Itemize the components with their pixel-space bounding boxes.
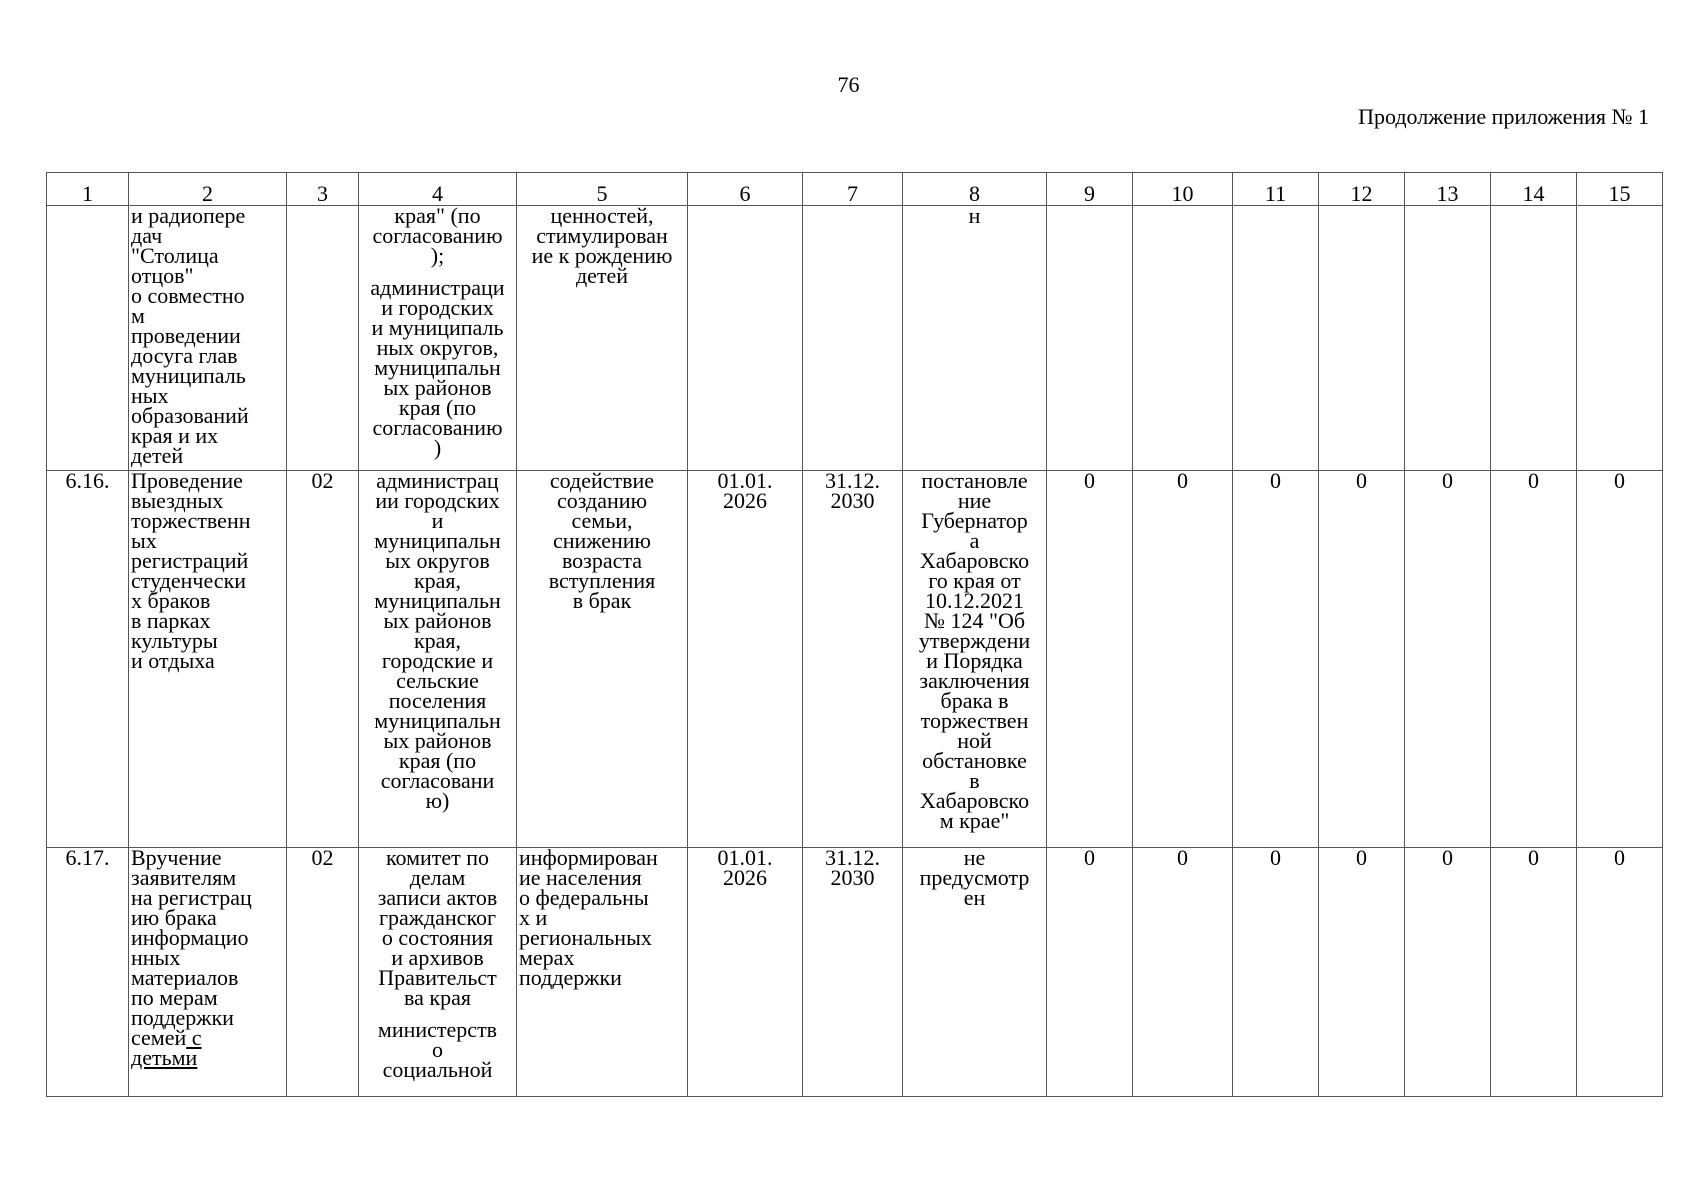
column-number-header-row — [47, 173, 1663, 206]
cell-number: 6.17. — [47, 848, 129, 1097]
column-header: 10 — [1133, 173, 1233, 206]
cell-value: 0 — [1577, 471, 1663, 848]
measure-text: Вручение заявителям на регистрац ию брака информацио нных материалов по мерам поддержки семей — [131, 847, 252, 1050]
cell-code: 02 — [287, 848, 359, 1097]
column-header: 11 — [1233, 173, 1319, 206]
cell-value: 0 — [1133, 471, 1233, 848]
executor-paragraph: комитет по делам записи актов гражданског о состояния и архивов Правительст ва края — [377, 847, 498, 1010]
column-header: 14 — [1491, 173, 1577, 206]
column-header: 2 — [129, 173, 287, 206]
cell-number — [47, 206, 129, 471]
cell-end-date — [803, 206, 903, 471]
cell-basis: не предусмотр ен — [903, 848, 1047, 1097]
cell-measure-name: Проведение выездных торжественн ых регистраций студенчески х браков в парках культуры и отдыха — [129, 471, 287, 848]
appendix-continuation-note: Продолжение приложения № 1 — [1358, 104, 1649, 129]
column-header: 6 — [688, 173, 803, 206]
executor-paragraph: администраци и городских и муниципаль ных округов, муниципальн ых районов края (по согласованию ) — [370, 275, 505, 460]
cell-start-date: 01.01. 2026 — [688, 471, 803, 848]
table-row — [47, 206, 1663, 471]
column-header: 1 — [47, 173, 129, 206]
executor-paragraph: края" (по согласованию ); — [372, 205, 503, 268]
cell-code — [287, 206, 359, 471]
column-header: 5 — [517, 173, 688, 206]
column-header: 13 — [1405, 173, 1491, 206]
cell-value: 0 — [1133, 848, 1233, 1097]
cell-value — [1491, 206, 1577, 471]
column-header: 9 — [1047, 173, 1133, 206]
underlined-text: с детьми — [131, 1025, 202, 1070]
table-row — [47, 471, 1663, 848]
cell-code: 02 — [287, 471, 359, 848]
cell-start-date: 01.01. 2026 — [688, 848, 803, 1097]
cell-result: информирован ие населения о федеральны х и региональных мерах поддержки — [517, 848, 688, 1097]
cell-value: 0 — [1577, 848, 1663, 1097]
cell-value — [1047, 206, 1133, 471]
page-number: 76 — [837, 72, 860, 97]
column-header: 7 — [803, 173, 903, 206]
cell-value: 0 — [1491, 848, 1577, 1097]
column-header: 8 — [903, 173, 1047, 206]
column-header: 15 — [1577, 173, 1663, 206]
cell-value — [1133, 206, 1233, 471]
cell-value: 0 — [1405, 848, 1491, 1097]
cell-value: 0 — [1047, 848, 1133, 1097]
cell-value: 0 — [1319, 471, 1405, 848]
column-header: 3 — [287, 173, 359, 206]
cell-value: 0 — [1319, 848, 1405, 1097]
cell-result: содействие созданию семьи, снижению возраста вступления в брак — [517, 471, 688, 848]
cell-basis: постановле ние Губернатор а Хабаровско го края от 10.12.2021 № 124 "Об утверждени и Порядка заключения брака в торжествен ной обстановке в Хабаровско м крае" — [903, 471, 1047, 848]
cell-executor — [359, 848, 517, 1097]
cell-end-date: 31.12. 2030 — [803, 471, 903, 848]
cell-value: 0 — [1405, 471, 1491, 848]
cell-basis: н — [903, 206, 1047, 471]
cell-number: 6.16. — [47, 471, 129, 848]
cell-value: 0 — [1233, 848, 1319, 1097]
table-row — [47, 848, 1663, 1097]
executor-paragraph: министерств о социальной — [377, 1017, 498, 1082]
cell-value — [1319, 206, 1405, 471]
cell-value — [1405, 206, 1491, 471]
cell-value: 0 — [1491, 471, 1577, 848]
cell-end-date: 31.12. 2030 — [803, 848, 903, 1097]
column-header: 12 — [1319, 173, 1405, 206]
cell-result: ценностей, стимулирован ие к рождению детей — [517, 206, 688, 471]
cell-value: 0 — [1047, 471, 1133, 848]
column-header: 4 — [359, 173, 517, 206]
program-measures-table — [46, 172, 1663, 1097]
cell-measure-name — [129, 848, 287, 1097]
cell-executor: администрац ии городских и муниципальн ых округов края, муниципальн ых районов края, городские и сельские поселения муниципальн ых районов края (по согласовани ю) — [359, 471, 517, 848]
cell-start-date — [688, 206, 803, 471]
cell-executor — [359, 206, 517, 471]
cell-value: 0 — [1233, 471, 1319, 848]
cell-value — [1233, 206, 1319, 471]
cell-value — [1577, 206, 1663, 471]
cell-measure-name: и радиопере дач "Столица отцов" о совместно м проведении досуга глав муниципаль ных образований края и их детей — [129, 206, 287, 471]
